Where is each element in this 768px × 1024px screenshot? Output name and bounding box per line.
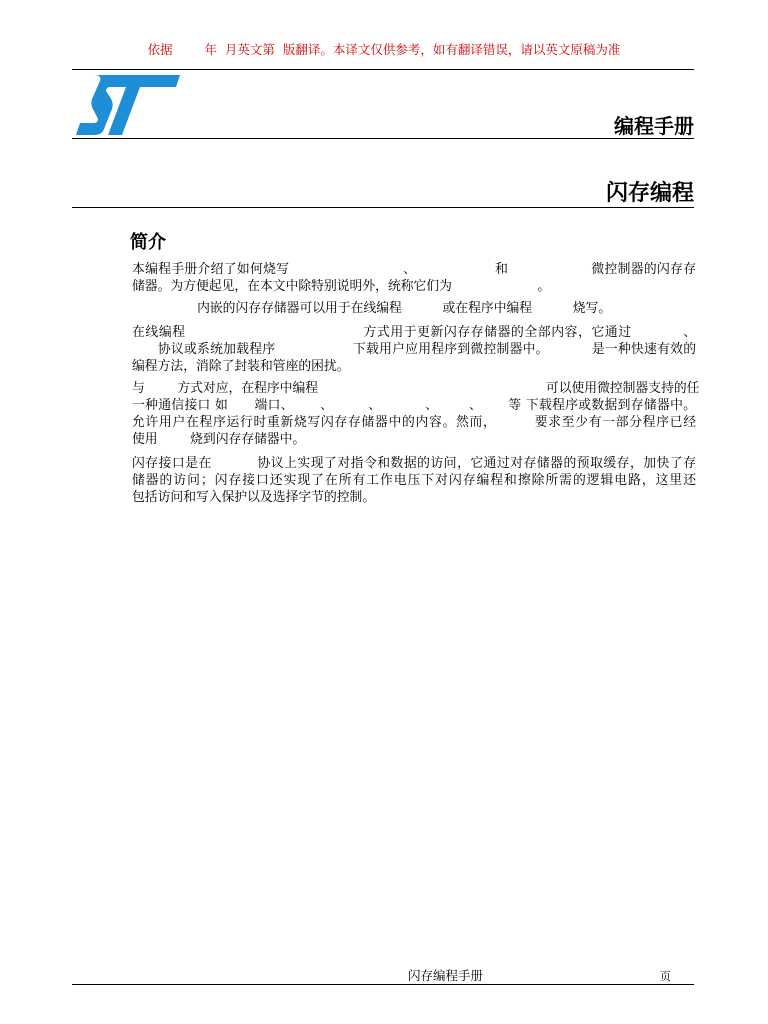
text-line: 允许用户在程序运行时重新烧写闪存存储器中的内容。然而， 要求至少有一部分程序已经 <box>132 415 696 430</box>
text-line: 在线编程 方式用于更新闪存存储器的全部内容，它通过 、 <box>132 325 696 340</box>
text-line: 闪存接口是在 协议上实现了对指令和数据的访问，它通过对存储器的预取缓存，加快了存 <box>132 456 696 471</box>
footer-rule <box>72 984 694 985</box>
footer-title: 闪存编程手册 <box>408 968 484 983</box>
text-line: 一种通信接口 如 端口、 、 、 、 、 等 下载程序或数据到存储器中。 <box>132 398 696 413</box>
header-rule <box>72 69 694 70</box>
doc-title-rule <box>72 207 694 208</box>
manual-title: 编程手册 <box>614 114 694 138</box>
paragraph-flash-usage <box>132 300 696 317</box>
text-line: 包括访问和写入保护以及选择字节的控制。 <box>132 490 376 505</box>
document-title: 闪存编程 <box>605 180 694 206</box>
paragraph-intro <box>132 261 696 295</box>
text-line: 内嵌的闪存存储器可以用于在线编程 或在程序中编程 烧写。 <box>132 301 612 316</box>
paragraph-flash-interface <box>132 455 696 506</box>
translation-notice: 依据 年 月英文第 版翻译。本译文仅供参考，如有翻译错误，请以英文原稿为准 <box>147 42 621 57</box>
title-rule <box>72 138 694 139</box>
text-line: 协议或系统加载程序 下载用户应用程序到微控制器中。 是一种快速有效的 <box>132 342 696 357</box>
paragraph-icp <box>132 324 696 375</box>
text-line: 使用 烧到闪存存储器中。 <box>132 432 306 447</box>
footer-page-label: 页 <box>660 970 671 983</box>
text-line: 储器。为方便起见，在本文中除特别说明外，统称它们为 。 <box>132 279 551 294</box>
text-line: 与 方式对应，在程序中编程 可以使用微控制器支持的任 <box>132 381 700 396</box>
section-heading: 简介 <box>130 232 166 253</box>
text-line: 储器的访问；闪存接口还实现了在所有工作电压下对闪存编程和擦除所需的逻辑电路，这里还 <box>132 473 696 488</box>
text-line: 编程方法，消除了封装和管座的困扰。 <box>132 359 350 374</box>
paragraph-iap <box>132 380 700 448</box>
text-line: 本编程手册介绍了如何烧写 、 和 微控制器的闪存存 <box>132 262 696 277</box>
st-logo <box>76 73 182 137</box>
